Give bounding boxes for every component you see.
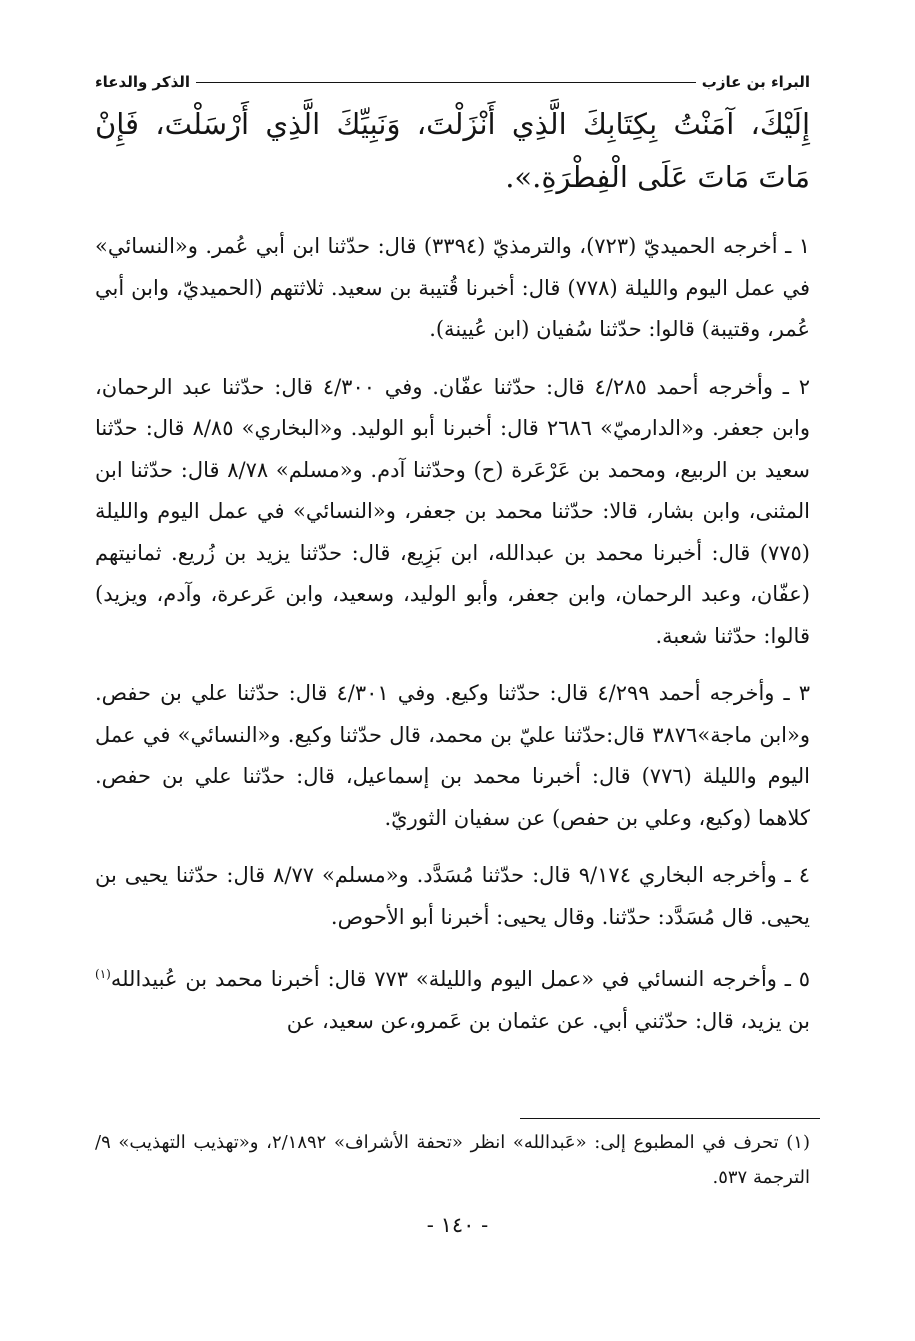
paragraph-2: ٢ ـ وأخرجه أحمد ٤/٢٨٥ قال: حدّثنا عفّان. وفي ٤/٣٠٠ قال: حدّثنا عبد الرحمان، وابن جعفر. و«الدارميّ» ٢٦٨٦ قال: أخبرنا أبو الوليد. و«البخاري» ٨/٨٥ قال: حدّثنا سعيد بن الربيع، ومحمد بن عَرْعَرة (ح) وحدّثنا آدم. و«مسلم» ٨/٧٨ قال: حدّثنا ابن المثنى، وابن بشار، قالا: حدّثنا محمد بن جعفر، و«النسائي» في عمل اليوم والليلة (٧٧٥) قال: أخبرنا محمد بن عبدالله، ابن بَزِيع، قال: حدّثنا يزيد بن زُريع. ثمانيتهم (عفّان، وعبد الرحمان، وابن جعفر، وأبو الوليد، وسعيد، وابن عَرعرة، وآدم، ويزيد) قالوا: حدّثنا شعبة. [95, 374, 810, 648]
header-rule [196, 82, 696, 83]
paragraph-5 [95, 954, 810, 1042]
paragraph-5-text-end: بن يزيد، قال: حدّثني أبي. عن عثمان بن عَمرو،عن سعيد، عن [286, 1008, 810, 1033]
hadith-text: إِلَيْكَ، آمَنْتُ بِكِتَابِكَ الَّذِي أَنْزَلْتَ، وَنَبِيِّكَ الَّذِي أَرْسَلْتَ، فَإِنْ مَاتَ مَاتَ عَلَى الْفِطْرَةِ.». [95, 107, 810, 194]
paragraph-1: ١ ـ أخرجه الحميديّ (٧٢٣)، والترمذيّ (٣٣٩٤) قال: حدّثنا ابن أبي عُمر. و«النسائي» في عمل اليوم والليلة (٧٧٨) قال: أخبرنا قُتيبة بن سعيد. ثلاثتهم (الحميديّ، وابن أبي عُمر، وقتيبة) قالوا: حدّثنا سُفيان (ابن عُيينة). [95, 234, 810, 341]
footnote: (١) تحرف في المطبوع إلى: «عَبدالله» انظر «تحفة الأشراف» ٢/١٨٩٢، و«تهذيب التهذيب» ٩/الترجمة ٥٣٧. [95, 1132, 810, 1188]
running-header [95, 70, 810, 94]
header-section-title: البراء بن عازب [701, 73, 810, 91]
paragraph-4: ٤ ـ وأخرجه البخاري ٩/١٧٤ قال: حدّثنا مُسَدَّد. و«مسلم» ٨/٧٧ قال: حدّثنا يحيى بن يحيى. قال مُسَدَّد: حدّثنا. وقال يحيى: أخبرنا أبو الأحوص. [95, 863, 810, 929]
header-book-title: الذكر والدعاء [95, 73, 191, 91]
paragraph-5-text-start: ٥ ـ وأخرجه النسائي في «عمل اليوم والليلة» ٧٧٣ قال: أخبرنا محمد بن عُبيدالله [110, 967, 811, 991]
footnote-separator [520, 1118, 820, 1119]
paragraph-3: ٣ ـ وأخرجه أحمد ٤/٢٩٩ قال: حدّثنا وكيع. وفي ٤/٣٠١ قال: حدّثنا علي بن حفص. و«ابن ماجة»٣٨٧٦ قال:حدّثنا عليّ بن محمد، قال حدّثنا وكيع. و«النسائي» في عمل اليوم والليلة (٧٧٦) قال: أخبرنا محمد بن إسماعيل، قال: حدّثنا علي بن حفص. كلاهما (وكيع، وعلي بن حفص) عن سفيان الثوريّ. [95, 681, 811, 830]
footnote-marker: (١) [95, 967, 111, 981]
page-body [95, 70, 810, 1042]
page-number: - ١٤٠ - [426, 1213, 489, 1237]
